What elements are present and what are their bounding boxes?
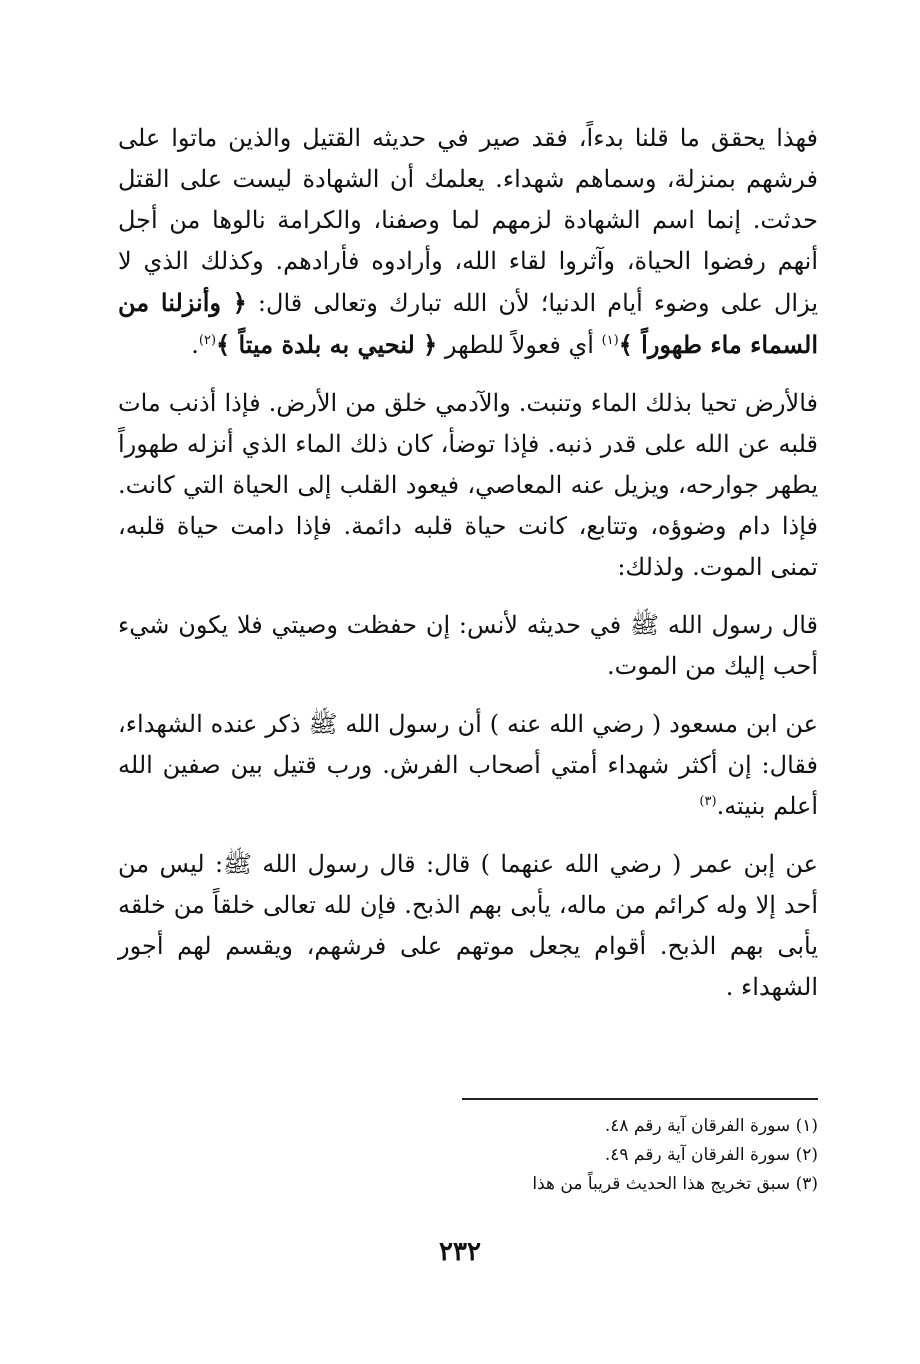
paragraph-5: عن إبن عمر ( رضي الله عنهما ) قال: قال رسول الله ﷺ: ليس من أحد إلا وله كرائم من ماله، يأبى بهم الذبح. فإن لله تعالى خلقاً من خلقه يأبى بهم الذبح. أقوام يجعل موتهم على فرشهم، ويقسم لهم أجور الشهداء . — [118, 850, 819, 1001]
footnote-1: (١) سورة الفرقان آية رقم ٤٨. — [604, 1116, 818, 1136]
paragraph-4-text: عن ابن مسعود ( رضي الله عنه ) أن رسول الله ﷺ ذكر عنده الشهداء، فقال: إن أكثر شهداء أمتي أصحاب الفرش. ورب قتيل بين صفين الله أعلم بنيته. — [118, 710, 818, 820]
paragraph-2: فالأرض تحيا بذلك الماء وتنبت. والآدمي خلق من الأرض. فإذا أذنب مات قلبه عن الله على قدر ذنبه. فإذا توضأ، كان ذلك الماء الذي أنزله طهوراً يطهر جوارحه، ويزيل عنه المعاصي، فيعود القلب إلى الحياة التي كانت. فإذا دام وضوؤه، وتتابع، كانت حياة قلبه دائمة. فإذا دامت حياة قلبه، تمنى الموت. ولذلك: — [118, 389, 818, 581]
footnotes — [420, 1112, 818, 1199]
footnote-2: (٢) سورة الفرقان آية رقم ٤٩. — [604, 1145, 818, 1165]
paragraph-1-end: . — [191, 331, 199, 359]
footnote-ref-1: (١) — [601, 333, 619, 348]
footnote-ref-2: (٢) — [198, 333, 217, 348]
paragraph-1-text: فهذا يحقق ما قلنا بدءاً، فقد صير في حديثه القتيل والذين ماتوا على فرشهم بمنزلة، وسماهم شهداء. يعلمك أن الشهادة ليست على القتل حدثت. إنما اسم الشهادة لزمهم لما وصفنا، والكرامة نالوها من أجل أنهم رفضوا الحياة، وآثروا لقاء الله، وأرادوه فأرادهم. وكذلك الذي لا يزال على وضوء أيام الدنيا؛ لأن الله تبارك وتعالى قال: — [118, 124, 819, 317]
paragraph-3: قال رسول الله ﷺ في حديثه لأنس: إن حفظت وصيتي فلا يكون شيء أحب إليك من الموت. — [118, 611, 818, 680]
footnote-3: (٣) سبق تخريج هذا الحديث قريباً من هذا — [532, 1174, 818, 1194]
footnote-ref-3: (٣) — [699, 794, 717, 809]
paragraph-1 — [118, 118, 818, 366]
page-number: ٢٣٢ — [439, 1237, 481, 1267]
paragraph-1-text-cont: أي فعولاً للطهر — [437, 331, 602, 359]
main-text — [118, 118, 818, 1008]
footnote-divider — [462, 1098, 818, 1100]
paragraph-4 — [118, 704, 818, 827]
quran-verse-1: ﴿ وأنزلنا من السماء ماء طهوراً ﴾ — [118, 288, 818, 359]
quran-verse-2: ﴿ لنحيي به بلدة ميتاً ﴾ — [216, 330, 438, 359]
